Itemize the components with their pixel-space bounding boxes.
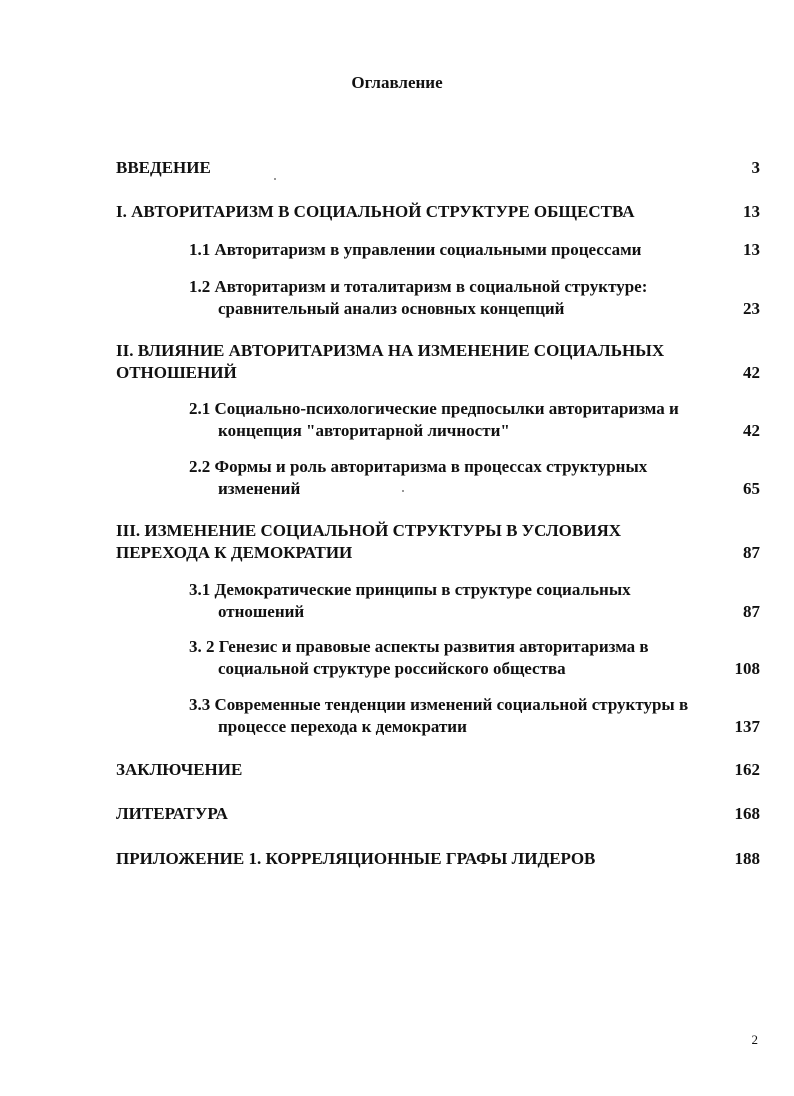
toc-entry-title-continuation: социальной структуре российского общества — [218, 659, 566, 678]
page-title: Оглавление — [351, 73, 443, 92]
toc-page-number: 188 — [734, 849, 760, 868]
toc-page-number: 23 — [743, 299, 760, 318]
toc-entry-title-continuation: отношений — [218, 602, 305, 621]
toc-entry-title: 3. 2 Генезис и правовые аспекты развития авторитаризма в — [189, 637, 649, 656]
toc-entry-title: III. ИЗМЕНЕНИЕ СОЦИАЛЬНОЙ СТРУКТУРЫ В УСЛОВИЯХ — [116, 521, 622, 540]
toc-entry-title: 2.2 Формы и роль авторитаризма в процессах структурных — [189, 457, 648, 476]
toc-entry-title-continuation: ОТНОШЕНИЙ — [116, 363, 237, 382]
toc-entry-title: 1.1 Авторитаризм в управлении социальными процессами — [189, 240, 642, 259]
toc-entry-title: 3.3 Современные тенденции изменений социальной структуры в — [189, 695, 689, 714]
toc-page-number: 13 — [743, 240, 760, 259]
toc-entry-title: 3.1 Демократические принципы в структуре социальных — [189, 580, 631, 599]
toc-page-number: 162 — [734, 760, 760, 779]
toc-page-number: 168 — [734, 804, 760, 823]
toc-page-number: 3 — [751, 158, 760, 177]
toc-entry-title: ЗАКЛЮЧЕНИЕ — [116, 760, 243, 779]
toc-page-number: 13 — [743, 202, 760, 221]
toc-entry-title-continuation: сравнительный анализ основных концепций — [218, 299, 565, 318]
toc-entry-title: ПРИЛОЖЕНИЕ 1. КОРРЕЛЯЦИОННЫЕ ГРАФЫ ЛИДЕРОВ — [116, 849, 596, 868]
toc-entry-title: I. АВТОРИТАРИЗМ В СОЦИАЛЬНОЙ СТРУКТУРЕ ОБЩЕСТВА — [116, 202, 635, 221]
toc-entry-title-continuation: процессе перехода к демократии — [218, 717, 467, 736]
toc-page-number: 42 — [743, 421, 760, 440]
toc-page-number: 65 — [743, 479, 760, 498]
toc-page-number: 137 — [734, 717, 760, 736]
scan-speck — [402, 490, 404, 492]
toc-page-number: 108 — [734, 659, 760, 678]
toc-entry-title-continuation: изменений — [218, 479, 301, 498]
toc-entry-title: 1.2 Авторитаризм и тоталитаризм в социальной структуре: — [189, 277, 648, 296]
page-number: 2 — [751, 1032, 758, 1047]
toc-entry-title: ЛИТЕРАТУРА — [116, 804, 228, 823]
toc-entry-title: II. ВЛИЯНИЕ АВТОРИТАРИЗМА НА ИЗМЕНЕНИЕ СОЦИАЛЬНЫХ — [116, 341, 665, 360]
toc-entry-title: 2.1 Социально-психологические предпосылки авторитаризма и — [189, 399, 679, 418]
toc-entry-title: ВВЕДЕНИЕ — [116, 158, 211, 177]
toc-page-number: 87 — [743, 543, 760, 562]
toc-page-number: 87 — [743, 602, 760, 621]
toc-entry-title-continuation: концепция "авторитарной личности" — [218, 421, 510, 440]
toc-entry-title-continuation: ПЕРЕХОДА К ДЕМОКРАТИИ — [116, 543, 353, 562]
scan-speck — [274, 178, 276, 180]
toc-page-number: 42 — [743, 363, 760, 382]
